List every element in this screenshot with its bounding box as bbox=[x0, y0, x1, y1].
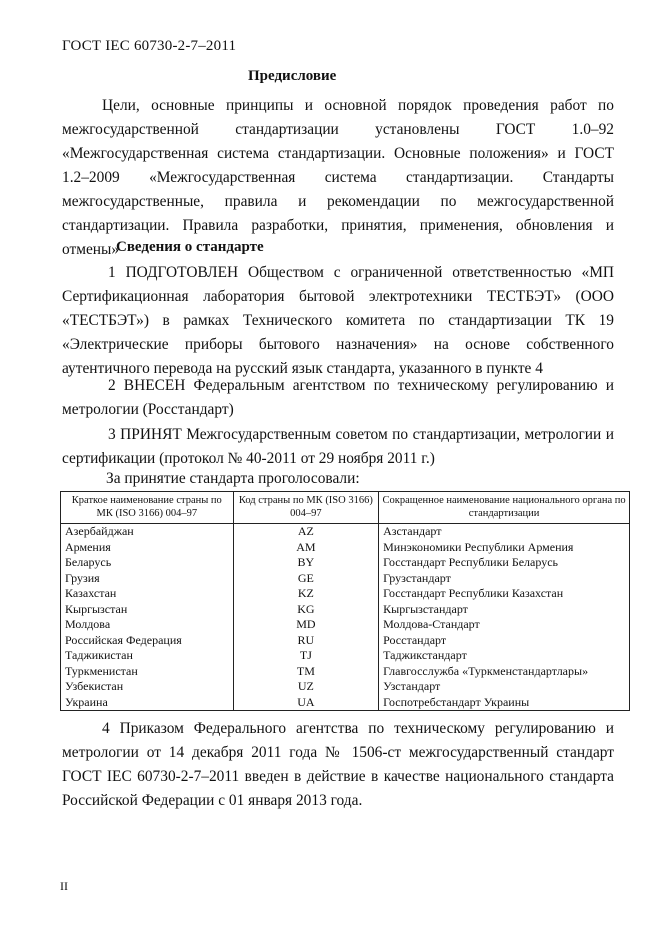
table-row bbox=[61, 679, 630, 695]
cell-country: Азербайджан bbox=[61, 524, 234, 540]
cell-code: MD bbox=[233, 617, 379, 633]
cell-org: Таджикстандарт bbox=[379, 648, 630, 664]
cell-org: Азстандарт bbox=[379, 524, 630, 540]
table-row bbox=[61, 617, 630, 633]
cell-country: Казахстан bbox=[61, 586, 234, 602]
cell-code: UZ bbox=[233, 679, 379, 695]
header-code: Код страны по МК (ISO 3166) 004–97 bbox=[233, 492, 379, 524]
table-row bbox=[61, 586, 630, 602]
cell-org: Госстандарт Республики Казахстан bbox=[379, 586, 630, 602]
cell-country: Кыргызстан bbox=[61, 602, 234, 618]
cell-code: AM bbox=[233, 540, 379, 556]
cell-org: Узстандарт bbox=[379, 679, 630, 695]
foreword-paragraph: Цели, основные принципы и основной порядок проведения работ по межгосударственной стандартизации установлены ГОСТ 1.0–92 «Межгосударственная система стандартизации. Основные положения» и ГОСТ 1.2–2009 «Межгосударственная система стандартизации. Стандарты межгосударственные, правила и рекомендации по межгосударственной стандартизации. Правила разработки, принятия, применения, обновления и отмены» bbox=[62, 97, 614, 258]
cell-code: RU bbox=[233, 633, 379, 649]
vote-table bbox=[60, 491, 630, 711]
cell-org: Кыргызстандарт bbox=[379, 602, 630, 618]
vote-table-header-row bbox=[61, 492, 630, 524]
vote-table-body bbox=[61, 524, 630, 711]
info-item-introduced: 2 ВНЕСЕН Федеральным агентством по техническому регулированию и метрологии (Росстандарт) bbox=[62, 377, 614, 418]
cell-code: AZ bbox=[233, 524, 379, 540]
cell-country: Туркменистан bbox=[61, 664, 234, 680]
cell-code: KZ bbox=[233, 586, 379, 602]
cell-country: Армения bbox=[61, 540, 234, 556]
info-item-order: 4 Приказом Федерального агентства по техническому регулированию и метрологии от 14 декабря 2011 года № 1506-ст межгосударственный стандарт ГОСТ IEC 60730-2-7–2011 введен в действие в качестве национального стандарта Российской Федерации с 01 января 2013 года. bbox=[62, 720, 614, 809]
cell-org: Молдова-Стандарт bbox=[379, 617, 630, 633]
cell-country: Узбекистан bbox=[61, 679, 234, 695]
cell-org: Росстандарт bbox=[379, 633, 630, 649]
cell-country: Молдова bbox=[61, 617, 234, 633]
cell-country: Беларусь bbox=[61, 555, 234, 571]
cell-country: Таджикистан bbox=[61, 648, 234, 664]
foreword-title: Предисловие bbox=[248, 68, 337, 84]
table-row bbox=[61, 648, 630, 664]
info-item-prepared: 1 ПОДГОТОВЛЕН Обществом с ограниченной ответственностью «МП Сертификационная лаборатория бытовой электротехники ТЕСТБЭТ» (ООО «ТЕСТБЭТ») в рамках Технического комитета по стандартизации ТК 19 «Электрические приборы бытового назначения» на основе собственного аутентичного перевода на русский язык стандарта, указанного в пункте 4 bbox=[62, 264, 614, 377]
cell-code: GE bbox=[233, 571, 379, 587]
cell-org: Минэкономики Республики Армения bbox=[379, 540, 630, 556]
cell-country: Украина bbox=[61, 695, 234, 711]
cell-code: TJ bbox=[233, 648, 379, 664]
document-code: ГОСТ IEC 60730-2-7–2011 bbox=[62, 38, 237, 54]
cell-country: Российская Федерация bbox=[61, 633, 234, 649]
table-row bbox=[61, 524, 630, 540]
cell-code: KG bbox=[233, 602, 379, 618]
page-number: II bbox=[60, 879, 68, 893]
cell-org: Госстандарт Республики Беларусь bbox=[379, 555, 630, 571]
header-org: Сокращенное наименование национального органа по стандартизации bbox=[379, 492, 630, 524]
cell-country: Грузия bbox=[61, 571, 234, 587]
standard-info-title: Сведения о стандарте bbox=[116, 239, 264, 255]
table-row bbox=[61, 540, 630, 556]
table-row bbox=[61, 664, 630, 680]
table-row bbox=[61, 602, 630, 618]
cell-code: BY bbox=[233, 555, 379, 571]
table-row bbox=[61, 555, 630, 571]
table-row bbox=[61, 571, 630, 587]
cell-org: Грузстандарт bbox=[379, 571, 630, 587]
header-country: Краткое наименование страны по МК (ISO 3166) 004–97 bbox=[61, 492, 234, 524]
table-row bbox=[61, 695, 630, 711]
cell-org: Главгосслужба «Туркменстандартлары» bbox=[379, 664, 630, 680]
info-item-adopted: 3 ПРИНЯТ Межгосударственным советом по стандартизации, метрологии и сертификации (протокол № 40-2011 от 29 ноября 2011 г.) bbox=[62, 426, 614, 467]
cell-code: TM bbox=[233, 664, 379, 680]
vote-caption: За принятие стандарта проголосовали: bbox=[106, 470, 360, 487]
cell-code: UA bbox=[233, 695, 379, 711]
cell-org: Госпотребстандарт Украины bbox=[379, 695, 630, 711]
table-row bbox=[61, 633, 630, 649]
